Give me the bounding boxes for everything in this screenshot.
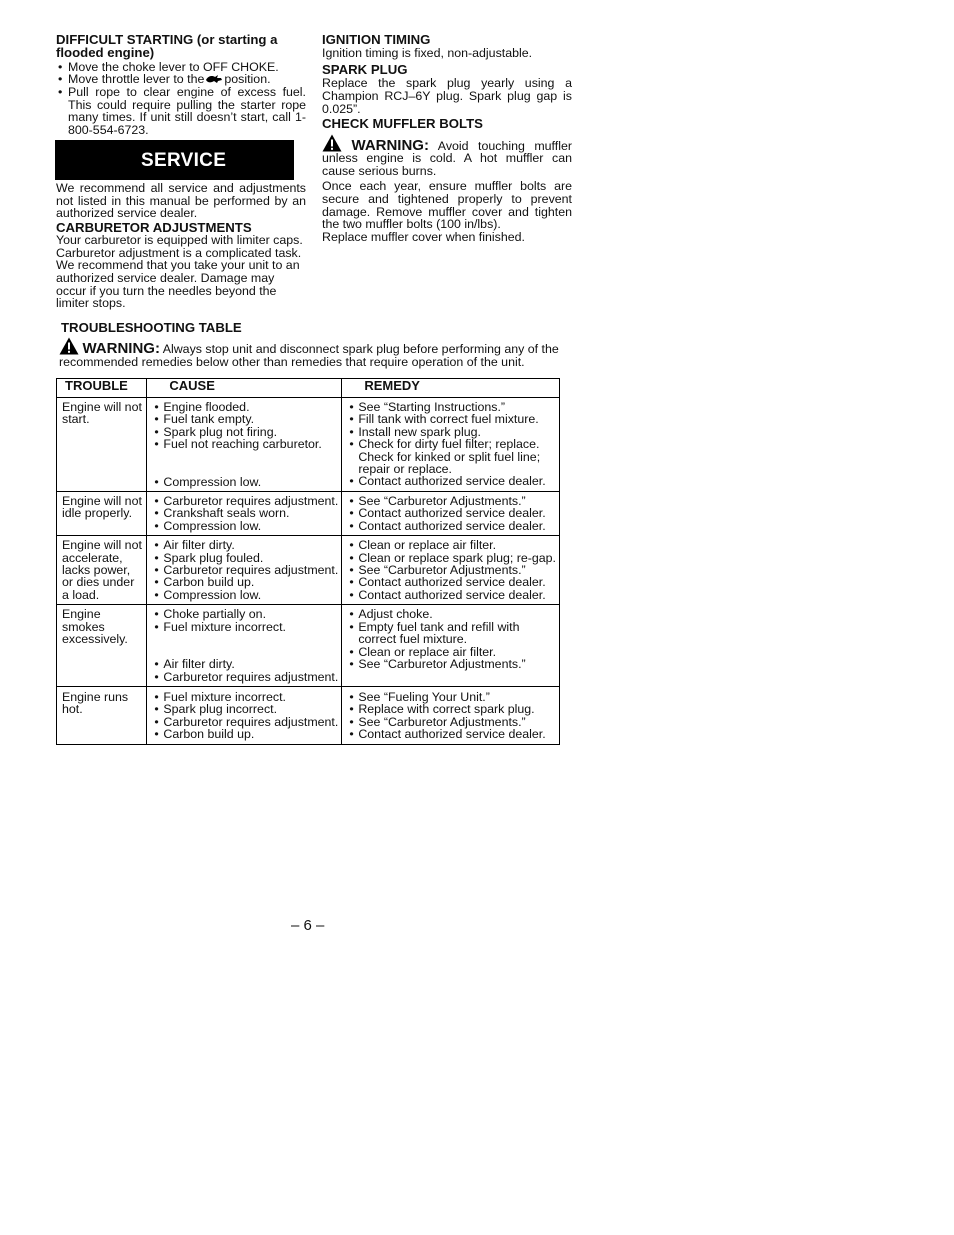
list-item: • Spark plug not firing. (152, 426, 338, 438)
service-intro: We recommend all service and adjustments not listed in this manual be performed by an authorized service dealer. (56, 181, 306, 221)
warning-icon (322, 134, 342, 152)
list-item: • Air filter dirty. (152, 539, 338, 551)
muffler-heading: CHECK MUFFLER BOLTS (322, 116, 483, 132)
list-item: • See “Fueling Your Unit.” (347, 691, 556, 703)
list-item: • See “Carburetor Adjustments.” (347, 658, 556, 670)
list-item: • Replace with correct spark plug. (347, 703, 556, 715)
list-item: • Carburetor requires adjustment. (152, 495, 338, 507)
trouble-cell: Engine smokes excessively. (57, 605, 147, 687)
list-item: • Choke partially on. (152, 608, 338, 620)
list-item: • Compression low. (152, 520, 338, 532)
table-row (57, 686, 560, 744)
left-column (56, 33, 306, 136)
list-item: • Contact authorized service dealer. (347, 520, 556, 532)
list-item: • See “Carburetor Adjustments.” (347, 564, 556, 576)
list-item: • Fuel not reaching carburetor. (152, 438, 338, 450)
warning-label: WARNING: (351, 136, 429, 154)
list-item: • Contact authorized service dealer. (347, 728, 556, 740)
ignition-text: Ignition timing is fixed, non-adjustable. (322, 46, 533, 61)
list-item: • Carbon build up. (152, 576, 338, 588)
troubleshooting-table (56, 378, 560, 745)
muffler-warning-text: Avoid touching muffler unless engine is cold. A hot muffler can cause serious burns. (322, 138, 572, 178)
table-header-row (57, 379, 560, 398)
list-item: • Fuel tank empty. (152, 413, 338, 425)
list-item: • Spark plug fouled. (152, 552, 338, 564)
list-item: • Install new spark plug. (347, 426, 556, 438)
column-header-remedy: REMEDY (342, 379, 560, 398)
list-item: • Engine flooded. (152, 401, 338, 413)
difficult-starting-list (56, 61, 306, 137)
table-row (57, 536, 560, 605)
list-item: • Adjust choke. (347, 608, 556, 620)
list-item: • Carbon build up. (152, 728, 338, 740)
cause-cell (147, 398, 342, 492)
difficult-starting-heading: DIFFICULT STARTING (or starting a flooded engine) (56, 32, 278, 61)
spark-plug-text: Replace the spark plug yearly using a Champion RCJ–6Y plug. Spark plug gap is 0.025”. (322, 76, 572, 116)
remedy-cell (342, 492, 560, 536)
list-item: • Clean or replace spark plug; re-gap. (347, 552, 556, 564)
list-item: • Crankshaft seals worn. (152, 507, 338, 519)
warning-icon (59, 337, 79, 355)
service-section (56, 182, 306, 310)
column-header-trouble: TROUBLE (57, 379, 147, 398)
list-item: • See “Carburetor Adjustments.” (347, 716, 556, 728)
list-item: • Carburetor requires adjustment. (152, 716, 338, 728)
remedy-cell: • See “Starting Instructions.” • Fill tank with correct fuel mixture. • Install new spark plug. • Check for dirty fuel filter; replace. Check for kinked or split fuel line; repair or replace. • Contact authorized service dealer. (342, 398, 560, 492)
warning-text: Always stop unit and disconnect spark plug before performing any of the recommended remedies below other than remedies that require operation of the unit. (59, 342, 559, 369)
column-header-cause: CAUSE (147, 379, 342, 398)
list-item: • Carburetor requires adjustment. (152, 671, 338, 683)
troubleshooting-warning (59, 337, 564, 369)
list-item: • Contact authorized service dealer. (347, 475, 556, 487)
service-banner (55, 140, 294, 180)
list-item: • Fill tank with correct fuel mixture. (347, 413, 556, 425)
list-item: • Empty fuel tank and refill with (347, 621, 556, 633)
cause-cell (147, 536, 342, 605)
muffler-warning (322, 134, 572, 178)
list-item: • Move the choke lever to OFF CHOKE. (56, 61, 306, 74)
cause-cell (147, 686, 342, 744)
list-item: • Contact authorized service dealer. (347, 576, 556, 588)
list-item: • Air filter dirty. (152, 658, 338, 670)
list-item: • See “Carburetor Adjustments.” (347, 495, 556, 507)
table-row (57, 492, 560, 536)
list-item: • Compression low. (152, 476, 338, 488)
ignition-heading: IGNITION TIMING (322, 32, 431, 47)
carburetor-heading: CARBURETOR ADJUSTMENTS (56, 219, 252, 235)
cause-cell (147, 605, 342, 687)
list-item: • Compression low. (152, 589, 338, 601)
list-item: • Fuel mixture incorrect. (152, 621, 338, 633)
list-item: • Contact authorized service dealer. (347, 589, 556, 601)
trouble-cell: Engine will not accelerate, lacks power, or dies under a load. (57, 536, 147, 605)
list-item: • Contact authorized service dealer. (347, 507, 556, 519)
throttle-rabbit-icon (205, 74, 223, 84)
trouble-cell: Engine runs hot. (57, 686, 147, 744)
list-item: • Clean or replace air filter. (347, 539, 556, 551)
warning-label: WARNING: (82, 340, 160, 357)
list-item: • Carburetor requires adjustment. (152, 564, 338, 576)
muffler-text-2: Replace muffler cover when finished. (322, 229, 525, 244)
list-item: • Pull rope to clear engine of excess fuel. This could require pulling the starter rope many times. If unit still doesn’t start, call 1-800-554-6723. (56, 86, 306, 136)
list-item: • Check for dirty fuel filter; replace. (347, 438, 556, 450)
remedy-cell (342, 686, 560, 744)
table-row (57, 398, 560, 492)
list-item: • Spark plug incorrect. (152, 703, 338, 715)
service-title: SERVICE (141, 150, 227, 171)
trouble-cell: Engine will not idle properly. (57, 492, 147, 536)
remedy-cell: • Adjust choke. • Empty fuel tank and refill with correct fuel mixture. • Clean or replace air filter. • See “Carburetor Adjustments.” (342, 605, 560, 687)
spark-plug-heading: SPARK PLUG (322, 62, 408, 77)
troubleshooting-heading: TROUBLESHOOTING TABLE (61, 320, 242, 335)
remedy-cell (342, 536, 560, 605)
trouble-cell: Engine will not start. (57, 398, 147, 492)
list-item: • Move throttle lever to the position. (56, 73, 306, 86)
carburetor-text: Your carburetor is equipped with limiter caps. Carburetor adjustment is a complicated task. We recommend that you take your unit to an authorized service dealer. Damage may occur if you turn the needles beyond the limiter stops. (56, 233, 303, 311)
right-column (322, 33, 572, 243)
cause-cell (147, 492, 342, 536)
table-row (57, 605, 560, 687)
list-item: • Fuel mixture incorrect. (152, 691, 338, 703)
muffler-text: Once each year, ensure muffler bolts are secure and tightened properly to prevent damage. Remove muffler cover and tighten the two muffler bolts (100 in/lbs). (322, 179, 572, 232)
list-item: • Clean or replace air filter. (347, 646, 556, 658)
list-item: • See “Starting Instructions.” (347, 401, 556, 413)
page-number: – 6 – (291, 917, 325, 934)
